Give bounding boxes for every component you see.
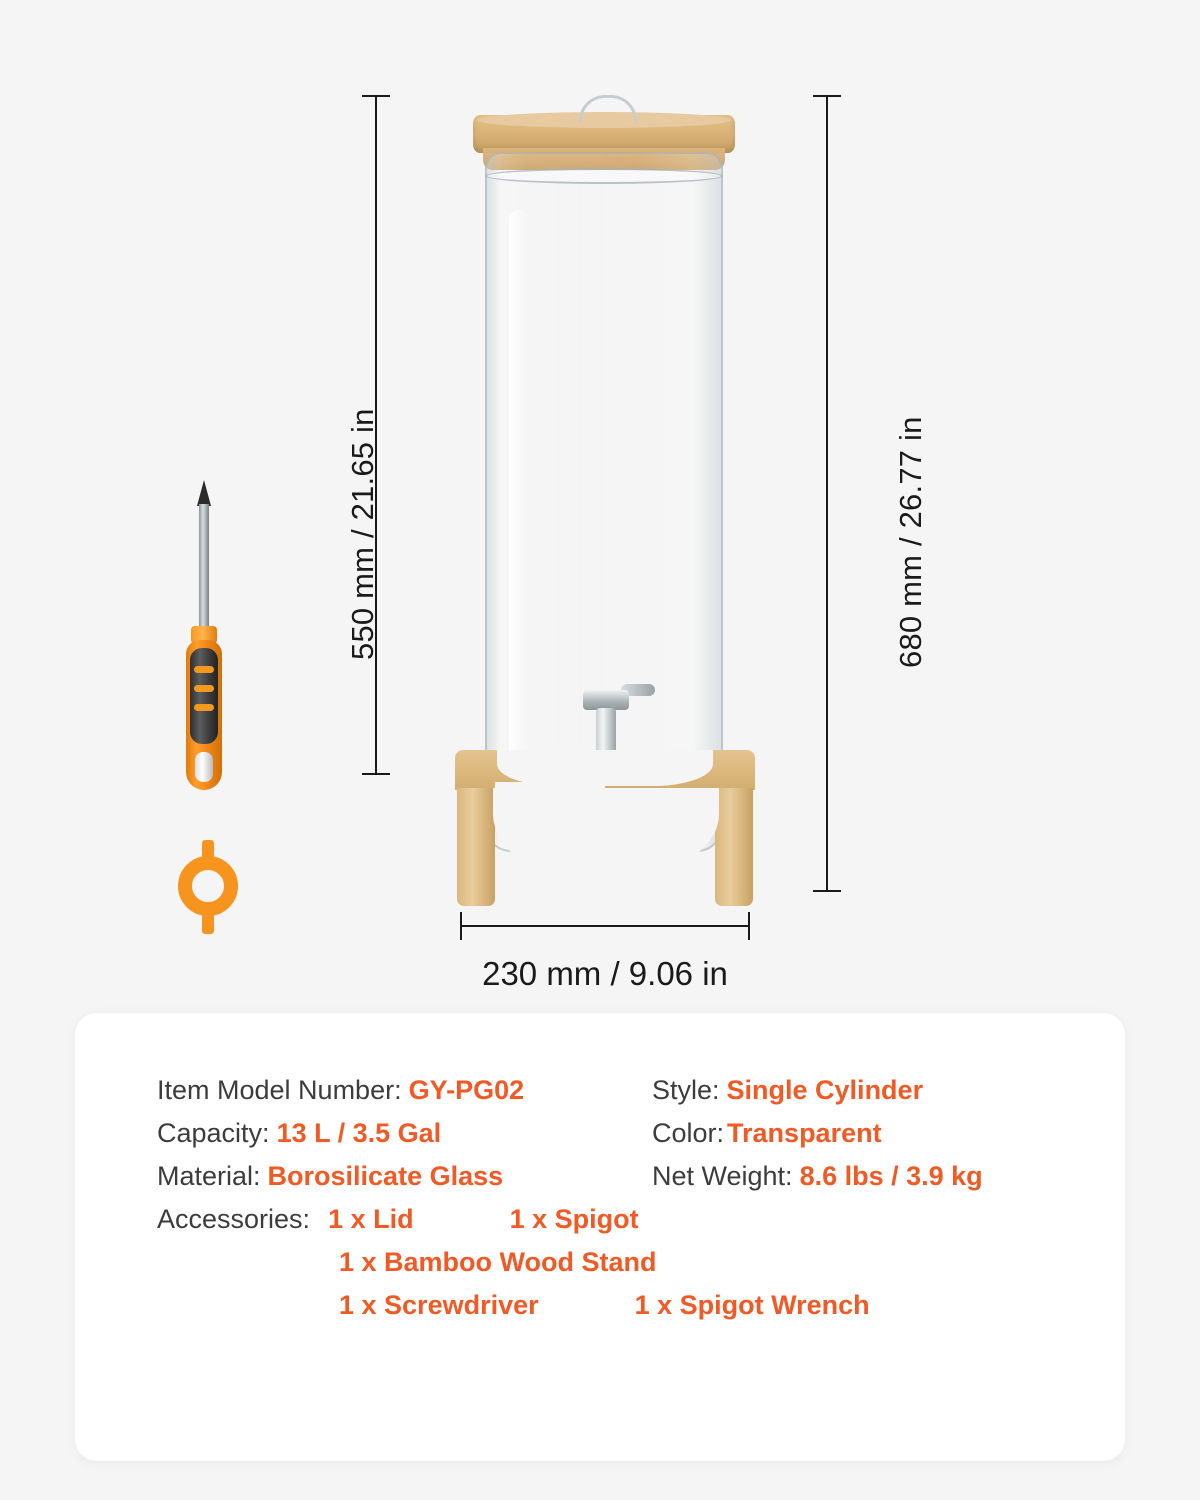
spec-model-value: GY-PG02 xyxy=(408,1075,525,1105)
spec-capacity-value: 13 L / 3.5 Gal xyxy=(276,1118,442,1148)
screwdriver-grip-notch xyxy=(194,685,214,692)
stand-leg-right xyxy=(715,788,753,906)
accessory-item: 1 x Bamboo Wood Stand xyxy=(339,1247,657,1277)
spec-capacity xyxy=(157,1118,652,1149)
wrench-tab-bottom xyxy=(202,914,214,934)
screwdriver-grip-notch xyxy=(194,704,214,711)
accessory-item: 1 x Lid xyxy=(328,1204,414,1234)
dimension-cylinder-height-label: 550 mm / 21.65 in xyxy=(345,408,380,660)
spec-material xyxy=(157,1161,652,1192)
screwdriver-grip-notch xyxy=(194,666,214,673)
spec-accessories-label: Accessories: xyxy=(157,1204,311,1234)
spec-accessories-row xyxy=(157,1204,1057,1235)
glass-highlight xyxy=(509,210,529,770)
spec-accessories-row xyxy=(157,1247,1057,1278)
dimension-total-height-label: 680 mm / 26.77 in xyxy=(893,416,928,668)
spacer xyxy=(414,1204,510,1235)
spec-weight-label: Net Weight: xyxy=(652,1161,793,1191)
spec-material-value: Borosilicate Glass xyxy=(267,1161,504,1191)
spec-model xyxy=(157,1075,652,1106)
screwdriver-shaft xyxy=(199,504,209,634)
lid-handle-icon xyxy=(579,95,637,122)
spec-accessories-row xyxy=(157,1290,1057,1321)
stand-top-cutout xyxy=(497,750,713,786)
dimension-tick-bottom xyxy=(813,890,841,892)
spec-row xyxy=(157,1161,1057,1192)
spacer xyxy=(539,1290,635,1321)
spec-color-value: Transparent xyxy=(727,1118,882,1148)
screwdriver-icon xyxy=(168,480,238,810)
spec-style-value: Single Cylinder xyxy=(726,1075,924,1105)
wrench-ring xyxy=(178,856,238,916)
screwdriver-end-cap xyxy=(195,752,213,782)
spigot-neck xyxy=(596,708,616,754)
spec-row xyxy=(157,1075,1057,1106)
dimension-tick-left xyxy=(460,912,462,940)
specifications-grid xyxy=(157,1075,1057,1333)
spec-capacity-label: Capacity: xyxy=(157,1118,270,1148)
spec-row xyxy=(157,1118,1057,1149)
spacer xyxy=(157,1247,339,1278)
spec-style xyxy=(652,1075,923,1106)
screwdriver-grip xyxy=(190,648,218,744)
accessory-item: 1 x Spigot xyxy=(509,1204,639,1234)
spec-model-label: Item Model Number: xyxy=(157,1075,402,1105)
dimension-line xyxy=(460,925,750,927)
accessory-item: 1 x Spigot Wrench xyxy=(634,1290,870,1320)
spec-style-label: Style: xyxy=(652,1075,720,1105)
spec-weight xyxy=(652,1161,983,1192)
spec-material-label: Material: xyxy=(157,1161,261,1191)
dimension-line xyxy=(826,95,828,892)
spec-color-label: Color: xyxy=(652,1118,725,1148)
spec-weight-value: 8.6 lbs / 3.9 kg xyxy=(799,1161,983,1191)
spigot-wrench-icon xyxy=(168,840,244,940)
spigot-body xyxy=(583,690,629,710)
glass-rim xyxy=(485,168,723,184)
dimension-tick-right xyxy=(748,912,750,940)
dimension-tick-bottom xyxy=(362,773,390,775)
screwdriver-tip xyxy=(197,480,211,506)
stand-leg-left xyxy=(457,788,495,906)
dimension-tick-top xyxy=(362,95,390,97)
accessory-item: 1 x Screwdriver xyxy=(339,1290,539,1320)
dimension-width-label: 230 mm / 9.06 in xyxy=(482,955,728,992)
dimension-tick-top xyxy=(813,95,841,97)
spec-color xyxy=(652,1118,882,1149)
spacer xyxy=(157,1290,339,1321)
specifications-card xyxy=(75,1013,1125,1461)
beverage-dispenser-illustration xyxy=(455,90,755,900)
